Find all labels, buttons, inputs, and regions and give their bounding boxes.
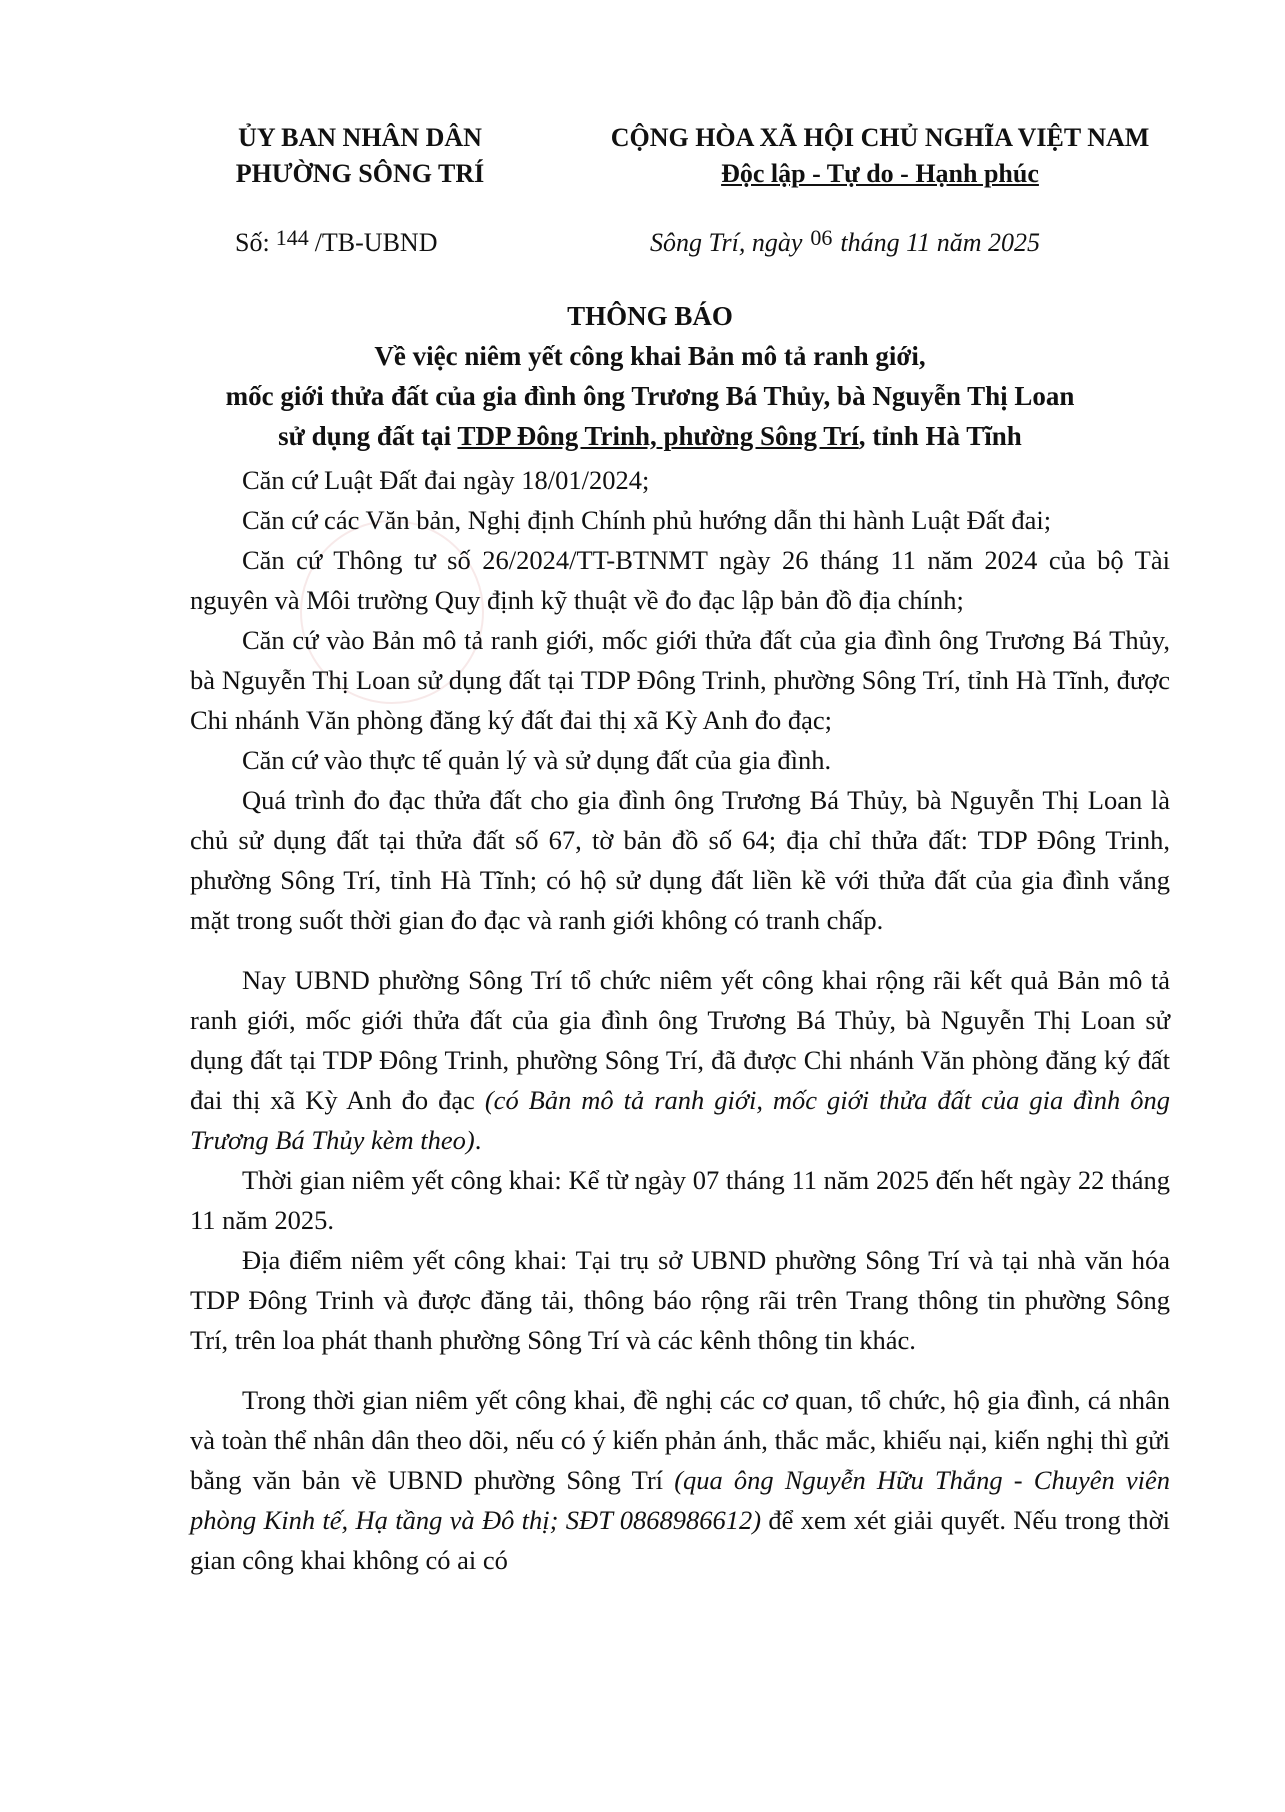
document-number: Số: $^{144}$ /TB-UBND xyxy=(235,225,438,257)
document-body xyxy=(190,460,1170,1580)
number-value: 144 xyxy=(275,225,309,250)
paragraph-announcement: Nay UBND phường Sông Trí tổ chức niêm yết công khai rộng rãi kết quả Bản mô tả ranh giới, mốc giới thửa đất của gia đình ông Trương Bá Thủy, bà Nguyễn Thị Loan sử dụng đất tại TDP Đông Trinh, phường Sông Trí, đã được Chi nhánh Văn phòng đăng ký đất đai thị xã Kỳ Anh đo đạc (có Bản mô tả ranh giới, mốc giới thửa đất của gia đình ông Trương Bá Thủy kèm theo). xyxy=(190,965,1170,1155)
title-line-1: Về việc niêm yết công khai Bản mô tả ranh giới, xyxy=(374,341,926,371)
paragraph-legal-basis-1: Căn cứ Luật Đất đai ngày 18/01/2024; xyxy=(242,465,650,495)
title-main: THÔNG BÁO xyxy=(567,301,733,331)
paragraph-posting-location: Địa điểm niêm yết công khai: Tại trụ sở UBND phường Sông Trí và tại nhà văn hóa TDP Đông Trinh và được đăng tải, thông báo rộng rãi trên Trang thông tin phường Sông Trí, trên loa phát thanh phường Sông Trí và các kênh thông tin khác. xyxy=(190,1245,1170,1355)
authority-line-2: PHƯỜNG SÔNG TRÍ xyxy=(235,159,485,188)
issuing-authority xyxy=(190,120,530,192)
document-title xyxy=(150,296,1150,456)
motto: Độc lập - Tự do - Hạnh phúc xyxy=(721,159,1039,188)
document-date: Sông Trí, ngày $^{06}$ tháng 11 năm 2025 xyxy=(650,225,1040,257)
paragraph-legal-basis-2: Căn cứ các Văn bản, Nghị định Chính phủ hướng dẫn thi hành Luật Đất đai; xyxy=(242,505,1052,535)
title-line-2: mốc giới thửa đất của gia đình ông Trương Bá Thủy, bà Nguyễn Thị Loan xyxy=(225,381,1075,411)
paragraph-survey-process: Quá trình đo đạc thửa đất cho gia đình ông Trương Bá Thủy, bà Nguyễn Thị Loan là chủ sử dụng đất tại thửa đất số 67, tờ bản đồ số 64; địa chỉ thửa đất: TDP Đông Trinh, phường Sông Trí, tỉnh Hà Tĩnh; có hộ sử dụng đất liền kề với thửa đất của gia đình vắng mặt trong suốt thời gian đo đạc và ranh giới không có tranh chấp. xyxy=(190,785,1170,935)
national-motto xyxy=(575,120,1185,192)
title-line-3: sử dụng đất tại TDP Đông Trinh, phường Sông Trí, tỉnh Hà Tĩnh xyxy=(278,421,1022,451)
paragraph-posting-time: Thời gian niêm yết công khai: Kể từ ngày 07 tháng 11 năm 2025 đến hết ngày 22 tháng 11 năm 2025. xyxy=(190,1165,1170,1235)
nation-title: CỘNG HÒA XÃ HỘI CHỦ NGHĨA VIỆT NAM xyxy=(610,123,1150,152)
paragraph-feedback: Trong thời gian niêm yết công khai, đề nghị các cơ quan, tổ chức, hộ gia đình, cá nhân và toàn thể nhân dân theo dõi, nếu có ý kiến phản ánh, thắc mắc, khiếu nại, kiến nghị thì gửi bằng văn bản về UBND phường Sông Trí (qua ông Nguyễn Hữu Thắng - Chuyên viên phòng Kinh tế, Hạ tầng và Đô thị; SĐT 0868986612) để xem xét giải quyết. Nếu trong thời gian công khai không có ai có xyxy=(190,1385,1171,1575)
date-day: 06 xyxy=(810,225,833,250)
paragraph-legal-basis-5: Căn cứ vào thực tế quản lý và sử dụng đất của gia đình. xyxy=(242,745,832,775)
authority-line-1: ỦY BAN NHÂN DÂN xyxy=(238,123,482,152)
paragraph-legal-basis-4: Căn cứ vào Bản mô tả ranh giới, mốc giới thửa đất của gia đình ông Trương Bá Thủy, bà Nguyễn Thị Loan sử dụng đất tại TDP Đông Trinh, phường Sông Trí, tỉnh Hà Tĩnh, được Chi nhánh Văn phòng đăng ký đất đai thị xã Kỳ Anh đo đạc; xyxy=(190,625,1170,735)
paragraph-legal-basis-3: Căn cứ Thông tư số 26/2024/TT-BTNMT ngày 26 tháng 11 năm 2024 của bộ Tài nguyên và Môi trường Quy định kỹ thuật về đo đạc lập bản đồ địa chính; xyxy=(190,545,1170,615)
